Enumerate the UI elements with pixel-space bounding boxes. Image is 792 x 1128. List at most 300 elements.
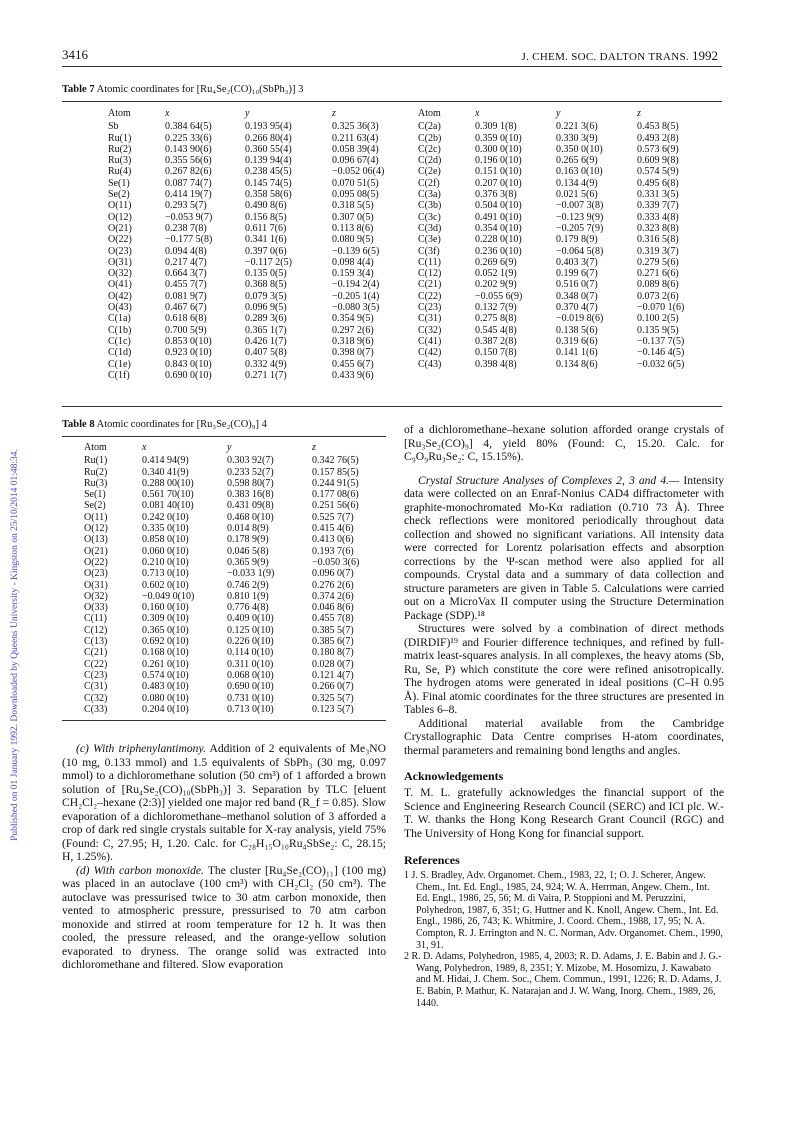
table7-title: Atomic coordinates for [Ru₄Se₂(CO)₁₀(SbPh₃)] 3 <box>96 84 304 95</box>
table-row <box>108 234 412 245</box>
atom-cell: C(1f) <box>108 369 130 381</box>
y-cell: 0.178 9(9) <box>227 534 269 546</box>
y-cell: 0.516 0(7) <box>556 279 598 291</box>
reference-1: 1 J. S. Bradley, Adv. Organomet. Chem., 1983, 22, 1; O. J. Scherer, Angew. Chem., Int. Ed. Engl., 1985, 24, 924; W. A. Herrman, Angew. Chem., Int. Ed. Engl., 1986, 25, 56; M. di Vaira, P. Stoppioni and M. Peruzzini, Polyhedron, 1987, 6, 351; G. Huttner and K. Knoll, Angew. Chem., Int. Ed. Engl., 1986, 26, 743; K. Whitmire, J. Coord. Chem., 1988, 17, 95; N. A. Compton, R. J. Errington and N. C. Norman, Adv. Organomet. Chem., 1990, 31, 91. <box>404 870 723 951</box>
y-cell: 0.068 0(10) <box>227 669 274 681</box>
atom-cell: C(3a) <box>418 189 441 201</box>
y-cell: 0.348 0(7) <box>556 290 598 302</box>
z-cell: 0.325 5(7) <box>312 692 354 704</box>
reference-2: 2 R. D. Adams, Polyhedron, 1985, 4, 2003; R. D. Adams, J. E. Babin and J. G.-Wang, Polyhedron, 1989, 8, 2351; Y. Mizobe, M. Hosomizu, J. Kawabato and M. Hidai, J. Chem. Soc., Chem. Commun., 1991, 1226; R. D. Adams, J. E. Babin, P. Mathur, K. Natarajan and J. W. Wang, Inorg. Chem., 1989, 26, 1440. <box>404 951 722 1009</box>
x-cell: −0.177 5(8) <box>165 234 213 246</box>
x-cell: 0.504 0(10) <box>475 200 522 212</box>
table-row <box>84 625 392 636</box>
x-cell: 0.414 19(7) <box>165 189 212 201</box>
table-row <box>108 313 412 324</box>
z-cell: 0.123 5(7) <box>312 703 354 715</box>
table-row <box>108 189 412 200</box>
atom-cell: O(11) <box>108 200 132 212</box>
download-sidebar <box>0 0 22 1128</box>
table-row <box>84 523 392 534</box>
y-cell: 0.431 09(8) <box>227 500 274 512</box>
table-row <box>84 467 392 478</box>
x-cell: 0.196 0(10) <box>475 155 522 167</box>
z-cell: 0.121 4(7) <box>312 669 354 681</box>
y-cell: 0.341 1(6) <box>245 234 287 246</box>
x-cell: 0.238 7(8) <box>165 222 207 234</box>
acknowledgements-heading: Acknowledgements <box>404 769 504 783</box>
z-cell: 0.271 6(6) <box>637 268 679 280</box>
atom-cell: O(31) <box>108 256 132 268</box>
x-cell: 0.690 0(10) <box>165 369 212 381</box>
atom-cell: C(3f) <box>418 245 440 257</box>
z-cell: 0.339 7(7) <box>637 200 679 212</box>
z-cell: 0.342 76(5) <box>312 455 359 467</box>
y-cell: 0.271 1(7) <box>245 369 287 381</box>
z-cell: 0.319 3(7) <box>637 245 679 257</box>
z-cell: −0.050 3(6) <box>312 556 360 568</box>
z-cell: −0.205 1(4) <box>332 290 380 302</box>
section-lead: Crystal Structure Analyses of Complexes 2, 3 and 4.— <box>418 473 680 487</box>
table-row <box>418 257 707 268</box>
y-cell: 0.810 1(9) <box>227 590 269 602</box>
x-cell: 0.210 0(10) <box>142 556 189 568</box>
atom-cell: O(22) <box>108 234 132 246</box>
z-cell: 0.385 6(7) <box>312 636 354 648</box>
x-cell: 0.354 0(10) <box>475 222 522 234</box>
table-row <box>84 534 392 545</box>
y-cell: 0.139 94(4) <box>245 155 292 167</box>
paragraph-c <box>62 742 386 864</box>
col-header-atom: Atom <box>418 108 441 119</box>
z-cell: 0.453 8(5) <box>637 121 679 133</box>
table7-right <box>418 108 707 370</box>
x-cell: 0.081 40(10) <box>142 500 194 512</box>
x-cell: 0.309 1(8) <box>475 121 517 133</box>
atom-cell: C(33) <box>84 703 108 715</box>
table-row <box>84 591 392 602</box>
y-cell: 0.330 3(9) <box>556 132 598 144</box>
atom-cell: C(2d) <box>418 155 442 167</box>
y-cell: 0.319 6(6) <box>556 335 598 347</box>
z-cell: 0.177 08(6) <box>312 489 359 501</box>
col-header-z: z <box>312 442 316 453</box>
paragraph-structures: Structures were solved by a combination of direct methods (DIRDIF)¹⁹ and Fourier difference techniques, and refined by full-matrix least-squares analysis. In all complexes, the heavy atoms (Sb, Ru, Se, P) which constitute the core were refined anisotropically. The hydrogen atoms were generated in ideal positions (C–H 0.95 Å). Final atomic coordinates for the three structures are presented in Tables 6–8. <box>404 622 724 716</box>
table-row <box>84 704 392 715</box>
z-cell: 0.251 56(6) <box>312 500 359 512</box>
atom-cell: C(3e) <box>418 234 441 246</box>
x-cell: 0.309 0(10) <box>142 613 189 625</box>
z-cell: 0.574 5(9) <box>637 166 679 178</box>
atom-cell: C(2a) <box>418 121 441 133</box>
table-row <box>418 347 707 358</box>
table-row <box>108 291 412 302</box>
col-header-y: y <box>245 108 250 119</box>
y-cell: 0.289 3(6) <box>245 313 287 325</box>
y-cell: 0.134 4(9) <box>556 177 598 189</box>
atom-cell: Ru(1) <box>108 132 132 144</box>
x-cell: −0.053 9(7) <box>165 211 213 223</box>
atom-cell: C(43) <box>418 358 442 370</box>
references-heading: References <box>404 853 460 867</box>
x-cell: 0.384 64(5) <box>165 121 212 133</box>
z-cell: 0.433 9(6) <box>332 369 374 381</box>
x-cell: −0.055 6(9) <box>475 290 523 302</box>
y-cell: −0.007 3(8) <box>556 200 604 212</box>
col-header-y: y <box>227 442 232 453</box>
col-header-z: z <box>637 108 641 119</box>
z-cell: 0.455 7(8) <box>312 613 354 625</box>
atom-cell: Se(1) <box>108 177 130 189</box>
y-cell: −0.117 2(5) <box>245 256 292 268</box>
y-cell: 0.046 5(8) <box>227 545 269 557</box>
atom-cell: Se(1) <box>84 489 106 501</box>
x-cell: 0.143 90(6) <box>165 143 212 155</box>
x-cell: 0.087 74(7) <box>165 177 212 189</box>
table-row <box>84 478 392 489</box>
z-cell: 0.297 2(6) <box>332 324 374 336</box>
paragraph-crystals: of a dichloromethane–hexane solution afforded orange crystals of [Ru₃Se₂(CO)₉] 4, yield 80% (Found: C, 15.20. Calc. for C₉O₉Ru₃Se₂: C, 15.15%). <box>404 423 724 463</box>
x-cell: 0.269 6(9) <box>475 256 517 268</box>
y-cell: 0.141 1(6) <box>556 347 598 359</box>
z-cell: 0.318 9(6) <box>332 335 374 347</box>
y-cell: −0.033 1(9) <box>227 568 275 580</box>
y-cell: 0.096 9(5) <box>245 302 287 314</box>
y-cell: −0.123 9(9) <box>556 211 604 223</box>
y-cell: 0.746 2(9) <box>227 579 269 591</box>
x-cell: 0.228 0(10) <box>475 234 522 246</box>
x-cell: 0.094 4(8) <box>165 245 207 257</box>
table-row <box>108 268 412 279</box>
x-cell: 0.561 70(10) <box>142 489 194 501</box>
atom-cell: C(32) <box>84 692 108 704</box>
z-cell: 0.325 36(3) <box>332 121 379 133</box>
z-cell: 0.573 6(9) <box>637 143 679 155</box>
table-row <box>418 279 707 290</box>
y-cell: 0.125 0(10) <box>227 624 274 636</box>
y-cell: 0.265 6(9) <box>556 155 598 167</box>
y-cell: 0.145 74(5) <box>245 177 292 189</box>
z-cell: 0.096 0(7) <box>312 568 354 580</box>
x-cell: 0.081 9(7) <box>165 290 207 302</box>
atom-cell: Ru(1) <box>84 455 108 467</box>
table-row <box>418 336 707 347</box>
atom-cell: O(21) <box>108 222 132 234</box>
x-cell: 0.923 0(10) <box>165 347 212 359</box>
z-cell: −0.194 2(4) <box>332 279 380 291</box>
atom-cell: C(11) <box>84 613 107 625</box>
table-row <box>108 370 412 381</box>
y-cell: 0.179 8(9) <box>556 234 598 246</box>
z-cell: 0.415 4(6) <box>312 523 354 535</box>
z-cell: 0.385 5(7) <box>312 624 354 636</box>
z-cell: 0.354 9(5) <box>332 313 374 325</box>
table-row <box>108 257 412 268</box>
atom-cell: O(11) <box>84 511 108 523</box>
y-cell: 0.407 5(8) <box>245 347 287 359</box>
atom-cell: C(1e) <box>108 358 131 370</box>
table-row <box>418 166 707 177</box>
y-cell: 0.135 0(5) <box>245 268 287 280</box>
table-row <box>84 693 392 704</box>
y-cell: 0.368 8(5) <box>245 279 287 291</box>
x-cell: 0.132 7(9) <box>475 302 517 314</box>
x-cell: 0.853 0(10) <box>165 335 212 347</box>
z-cell: 0.398 0(7) <box>332 347 374 359</box>
z-cell: 0.279 5(6) <box>637 256 679 268</box>
z-cell: 0.193 7(6) <box>312 545 354 557</box>
table-row <box>84 546 392 557</box>
x-cell: 0.293 5(7) <box>165 200 207 212</box>
table-row <box>84 659 392 670</box>
y-cell: 0.365 1(7) <box>245 324 287 336</box>
y-cell: 0.490 8(6) <box>245 200 287 212</box>
paragraph-d-lead: (d) With carbon monoxide. <box>76 863 204 877</box>
y-cell: 0.776 4(8) <box>227 602 269 614</box>
x-cell: 0.242 0(10) <box>142 511 189 523</box>
z-cell: 0.316 5(8) <box>637 234 679 246</box>
y-cell: 0.365 9(9) <box>227 556 269 568</box>
paragraph-c-body: Addition of 2 equivalents of Me₃NO (10 mg, 0.133 mmol) and 1.5 equivalents of SbPh₃ (30 mg, 0.097 mmol) to a dichloromethane solution (50 cm³) of 1 afforded a brown solution of [Ru₄Se₂(CO)₁₀(SbPh₃)] 3. Separation by TLC [eluent CH₂Cl₂–hexane (2:3)] yielded one major red band (R_f = 0.85). Slow evaporation of a dichloromethane–methanol solution of 3 afforded a crop of dark red single crystals suitable for X-ray analysis, yield 75% (Found: C, 27.95; H, 1.20. Calc. for C₂₈H₁₅O₁₀Ru₄SbSe₂: C, 28.15; H, 1.25%). <box>62 742 386 863</box>
z-cell: 0.028 0(7) <box>312 658 354 670</box>
y-cell: 0.731 0(10) <box>227 692 274 704</box>
table-row <box>418 246 707 257</box>
x-cell: 0.202 9(9) <box>475 279 517 291</box>
table7-bottom-rule <box>62 406 722 407</box>
x-cell: 0.618 6(8) <box>165 313 207 325</box>
atom-cell: O(12) <box>84 523 108 535</box>
atom-cell: O(31) <box>84 579 108 591</box>
z-cell: 0.276 2(6) <box>312 579 354 591</box>
x-cell: 0.168 0(10) <box>142 647 189 659</box>
atom-cell: C(2f) <box>418 177 440 189</box>
atom-cell: C(22) <box>84 658 108 670</box>
z-cell: −0.080 3(5) <box>332 302 380 314</box>
z-cell: 0.455 6(7) <box>332 358 374 370</box>
table-row <box>418 359 707 370</box>
table8-top-rule <box>62 436 386 437</box>
y-cell: −0.205 7(9) <box>556 222 604 234</box>
atom-cell: C(31) <box>84 681 108 693</box>
y-cell: 0.021 5(6) <box>556 189 598 201</box>
y-cell: 0.311 0(10) <box>227 658 274 670</box>
z-cell: 0.095 08(5) <box>332 189 379 201</box>
atom-cell: Ru(2) <box>84 466 108 478</box>
table-row <box>108 336 412 347</box>
table-row <box>418 223 707 234</box>
atom-cell: C(32) <box>418 324 442 336</box>
x-cell: 0.261 0(10) <box>142 658 189 670</box>
z-cell: −0.032 6(5) <box>637 358 685 370</box>
z-cell: 0.046 8(6) <box>312 602 354 614</box>
table-row <box>418 200 707 211</box>
table-row <box>418 212 707 223</box>
y-cell: 0.221 3(6) <box>556 121 598 133</box>
atom-cell: O(43) <box>108 302 132 314</box>
z-cell: 0.100 2(5) <box>637 313 679 325</box>
atom-cell: O(22) <box>84 556 108 568</box>
table-row <box>84 647 392 658</box>
table-row <box>84 613 392 624</box>
atom-cell: O(12) <box>108 211 132 223</box>
x-cell: 0.080 0(10) <box>142 692 189 704</box>
atom-cell: Ru(2) <box>108 143 132 155</box>
paragraph-additional: Additional material available from the Cambridge Crystallographic Data Centre comprises H-atom coordinates, thermal parameters and remaining bond lengths and angles. <box>404 716 724 757</box>
atom-cell: C(1d) <box>108 347 132 359</box>
table8-bottom-rule <box>62 720 386 721</box>
y-cell: 0.397 0(6) <box>245 245 287 257</box>
crystal-structure-body: Intensity data were collected on an Enraf-Nonius CAD4 diffractometer with graphite-monochromated Mo-Kα radiation (0.710 73 Å). Three check reflections were monitored periodically throughout data collection and showed no significant variations. All intensity data were corrected for Lorentz polarisation effects and absorption corrections by the Ψ-scan method were also applied for all compounds. Crystal data and a summary of data collection and structure parameters are given in Table 5. Calculations were carried out on a MicroVax II computer using the Structure Determination Package (SDP).¹⁸ <box>404 473 724 622</box>
table-row <box>418 268 707 279</box>
atom-cell: C(31) <box>418 313 442 325</box>
y-cell: 0.468 0(10) <box>227 511 274 523</box>
y-cell: 0.266 80(4) <box>245 132 292 144</box>
download-notice[interactable]: Published on 01 January 1992. Downloaded by Queens University - Kingston on 25/10/2014 01:48:34. <box>10 449 20 841</box>
y-cell: 0.370 4(7) <box>556 302 598 314</box>
x-cell: 0.843 0(10) <box>165 358 212 370</box>
z-cell: −0.070 1(6) <box>637 302 685 314</box>
table-row <box>84 557 392 568</box>
z-cell: 0.413 0(6) <box>312 534 354 546</box>
z-cell: 0.135 9(5) <box>637 324 679 336</box>
z-cell: 0.211 63(4) <box>332 132 379 144</box>
z-cell: −0.052 06(4) <box>332 166 385 178</box>
y-cell: 0.134 8(6) <box>556 358 598 370</box>
journal-title: J. CHEM. SOC. DALTON TRANS. <box>521 51 689 63</box>
y-cell: 0.303 92(7) <box>227 455 274 467</box>
y-cell: 0.350 0(10) <box>556 143 603 155</box>
table-row <box>108 144 412 155</box>
table7-left <box>108 108 412 381</box>
z-cell: 0.525 7(7) <box>312 511 354 523</box>
x-cell: 0.225 33(6) <box>165 132 212 144</box>
atom-cell: Se(2) <box>108 189 130 201</box>
table-row <box>108 166 412 177</box>
atom-cell: O(33) <box>84 602 108 614</box>
journal-year: 1992 <box>692 48 718 63</box>
y-cell: 0.426 1(7) <box>245 335 287 347</box>
atom-cell: Ru(3) <box>84 477 108 489</box>
x-cell: 0.713 0(10) <box>142 568 189 580</box>
z-cell: 0.323 8(8) <box>637 222 679 234</box>
z-cell: 0.609 9(8) <box>637 155 679 167</box>
z-cell: 0.307 0(5) <box>332 211 374 223</box>
atom-cell: O(21) <box>84 545 108 557</box>
atom-cell: C(1c) <box>108 335 131 347</box>
table-row <box>418 155 707 166</box>
x-cell: 0.664 3(7) <box>165 268 207 280</box>
y-cell: 0.199 6(7) <box>556 268 598 280</box>
table-row <box>84 512 392 523</box>
table-row <box>84 500 392 511</box>
x-cell: 0.491 0(10) <box>475 211 522 223</box>
atom-cell: C(41) <box>418 335 442 347</box>
table-row <box>108 347 412 358</box>
x-cell: 0.340 41(9) <box>142 466 189 478</box>
col-header-atom: Atom <box>84 442 107 453</box>
z-cell: 0.374 2(6) <box>312 590 354 602</box>
z-cell: 0.070 51(5) <box>332 177 379 189</box>
y-cell: −0.064 5(8) <box>556 245 604 257</box>
y-cell: 0.713 0(10) <box>227 703 274 715</box>
x-cell: 0.355 56(6) <box>165 155 212 167</box>
table-row <box>108 223 412 234</box>
y-cell: 0.233 52(7) <box>227 466 274 478</box>
table-row <box>418 121 707 132</box>
atom-cell: C(2e) <box>418 166 441 178</box>
y-cell: 0.014 8(9) <box>227 523 269 535</box>
table-row <box>84 489 392 500</box>
table8-title: Atomic coordinates for [Ru₃Se₂(CO)₉] 4 <box>96 419 267 430</box>
table-row <box>418 325 707 336</box>
table-row <box>418 302 707 313</box>
table-row <box>84 568 392 579</box>
atom-cell: O(32) <box>84 590 108 602</box>
atom-cell: O(23) <box>108 245 132 257</box>
z-cell: 0.089 8(6) <box>637 279 679 291</box>
atom-cell: C(2b) <box>418 132 442 144</box>
y-cell: 0.114 0(10) <box>227 647 274 659</box>
table-row <box>418 178 707 189</box>
header-rule <box>62 66 722 67</box>
left-column-text <box>62 742 386 972</box>
z-cell: 0.495 6(8) <box>637 177 679 189</box>
x-cell: −0.049 0(10) <box>142 590 195 602</box>
x-cell: 0.700 5(9) <box>165 324 207 336</box>
col-header-x: x <box>475 108 480 119</box>
y-cell: −0.019 8(6) <box>556 313 604 325</box>
paragraph-c-lead: (c) With triphenylantimony. <box>76 742 206 755</box>
table7-label: Table 7 <box>62 84 95 95</box>
x-cell: 0.151 0(10) <box>475 166 522 178</box>
table-row <box>108 359 412 370</box>
z-cell: 0.080 9(5) <box>332 234 374 246</box>
table7-top-rule <box>62 101 722 102</box>
x-cell: 0.858 0(10) <box>142 534 189 546</box>
x-cell: 0.060 0(10) <box>142 545 189 557</box>
atom-cell: C(23) <box>84 669 108 681</box>
col-header-x: x <box>165 108 170 119</box>
y-cell: 0.598 80(7) <box>227 477 274 489</box>
atom-cell: C(21) <box>418 279 442 291</box>
x-cell: 0.455 7(7) <box>165 279 207 291</box>
atom-cell: C(1a) <box>108 313 131 325</box>
z-cell: −0.146 4(5) <box>637 347 685 359</box>
z-cell: 0.159 3(4) <box>332 268 374 280</box>
paragraph-d-body: The cluster [Ru₄Se₂(CO)₁₁] (100 mg) was placed in an autoclave (100 cm³) with CH₂Cl₂ (50 cm³). The autoclave was pressurised twice to 30 atm carbon monoxide, then vented to atmospheric pressure, pressurised to 70 atm carbon monoxide and stirred at room temperature for 12 h. It was then cooled, the pressure released, and the orange-yellow solution evaporated to dryness. The orange solid was extracted into dichloromethane and filtered. Slow evaporation <box>62 863 386 971</box>
y-cell: 0.360 55(4) <box>245 143 292 155</box>
z-cell: 0.244 91(5) <box>312 477 359 489</box>
y-cell: 0.690 0(10) <box>227 681 274 693</box>
atom-cell: O(13) <box>84 534 108 546</box>
table-row <box>84 670 392 681</box>
y-cell: 0.409 0(10) <box>227 613 274 625</box>
table-row <box>108 133 412 144</box>
x-cell: 0.288 00(10) <box>142 477 194 489</box>
col-header-atom: Atom <box>108 108 131 119</box>
table-row <box>84 580 392 591</box>
y-cell: 0.383 16(8) <box>227 489 274 501</box>
x-cell: 0.692 0(10) <box>142 636 189 648</box>
x-cell: 0.398 4(8) <box>475 358 517 370</box>
y-cell: 0.156 8(5) <box>245 211 287 223</box>
x-cell: 0.483 0(10) <box>142 681 189 693</box>
table8-table <box>84 442 392 715</box>
table7-right-table <box>418 108 707 370</box>
table-row <box>108 302 412 313</box>
y-cell: 0.403 3(7) <box>556 256 598 268</box>
x-cell: 0.359 0(10) <box>475 132 522 144</box>
atom-cell: C(12) <box>418 268 442 280</box>
